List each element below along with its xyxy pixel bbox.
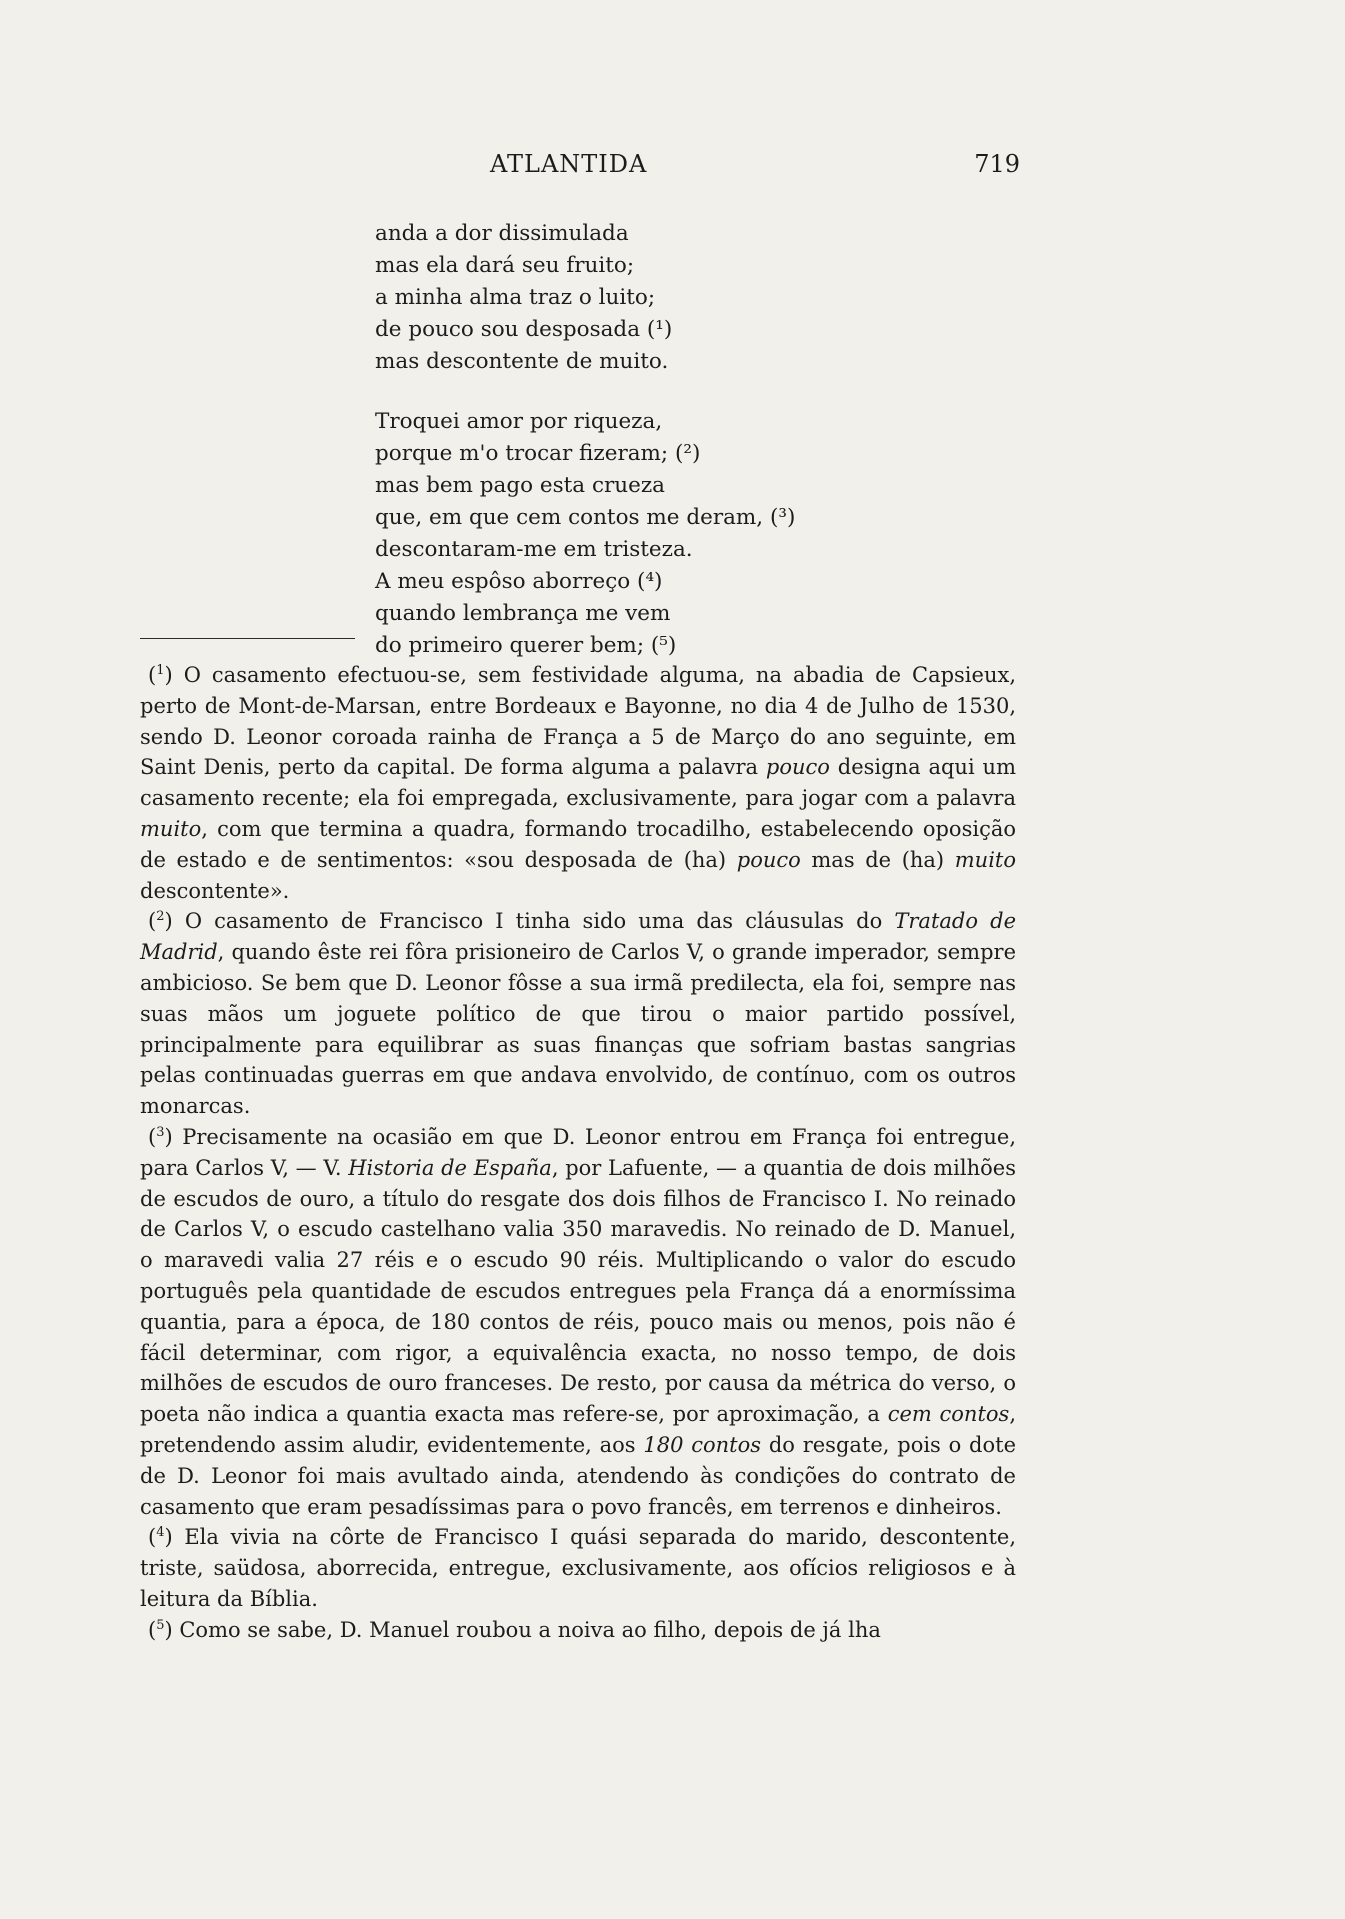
page-number: 719 xyxy=(974,150,1020,178)
poem-line: de pouco sou desposada (¹) xyxy=(375,317,673,342)
poem-line: mas bem pago esta crueza xyxy=(375,473,665,498)
footnote-4: ($^4$) Ela vivia na côrte de Francisco I quási separada do marido, descontente, triste, saüdosa, aborrecida, entregue, exclusivamente, aos ofícios religiosos e à leitura da Bíblia. xyxy=(140,1525,1016,1611)
poem-stanza-1 xyxy=(375,218,795,378)
poem-line: a minha alma traz o luito; xyxy=(375,285,656,310)
poem-line: mas descontente de muito. xyxy=(375,349,669,374)
footnote-marker: 1 xyxy=(156,663,165,678)
footnotes xyxy=(140,660,1016,1646)
poem-line: quando lembrança me vem xyxy=(375,601,671,626)
footnote-3: ($^3$) Precisamente na ocasião em que D. Leonor entrou em França foi entregue, para Carlos V, — V. Historia de España, por Lafuente, — a quantia de dois milhões de escudos de ouro, a título do resgate dos dois filhos de Francisco I. No reinado de Carlos V, o escudo castelhano valia 350 maravedis. No reinado de D. Manuel, o maravedi valia 27 réis e o escudo 90 réis. Multiplicando o valor do escudo português pela quantidade de escudos entregues pela França dá a enormíssima quantia, para a época, de 180 contos de réis, pouco mais ou menos, pois não é fácil determinar, com rigor, a equivalência exacta, no nosso tempo, de dois milhões de escudos de ouro franceses. De resto, por causa da métrica do verso, o poeta não indica a quantia exacta mas refere-se, por aproximação, a cem contos, pretendendo assim aludir, evidentemente, aos 180 contos do resgate, pois o dote de D. Leonor foi mais avultado ainda, atendendo às condições do contrato de casamento que eram pesadíssimas para o povo francês, em terrenos e dinheiros. xyxy=(140,1124,1017,1519)
poem-line: descontaram-me em tristeza. xyxy=(375,537,693,562)
footnote-marker: 4 xyxy=(156,1525,165,1541)
poem xyxy=(375,218,795,662)
footnote-marker: 5 xyxy=(156,1617,165,1633)
poem-line: porque m'o trocar fizeram; (²) xyxy=(375,441,701,466)
running-header xyxy=(140,150,1020,184)
poem-line: A meu espôso aborreço (⁴) xyxy=(375,569,663,594)
running-title: ATLANTIDA xyxy=(490,150,648,178)
poem-stanza-2 xyxy=(375,406,795,662)
footnote-2: ($^2$) O casamento de Francisco I tinha sido uma das cláusulas do Tratado de Madrid, quando êste rei fôra prisioneiro de Carlos V, o grande imperador, sempre ambicioso. Se bem que D. Leonor fôsse a sua irmã predilecta, ela foi, sempre nas suas mãos um joguete político de que tirou o maior partido possível, principalmente para equilibrar as suas finanças que sofriam bastas sangrias pelas continuadas guerras em que andava envolvido, de contínuo, com os outros monarcas. xyxy=(140,909,1017,1119)
footnote-separator xyxy=(140,638,355,639)
poem-line: mas ela dará seu fruito; xyxy=(375,253,635,278)
poem-line: do primeiro querer bem; (⁵) xyxy=(375,633,677,658)
footnote-1: ($^1$) O casamento efectuou-se, sem festividade alguma, na abadia de Capsieux, perto de Mont-de-Marsan, entre Bordeaux e Bayonne, no dia 4 de Julho de 1530, sendo D. Leonor coroada rainha de França a 5 de Março do ano seguinte, em Saint Denis, perto da capital. De forma alguma a palavra pouco designa aqui um casamento recente; ela foi empregada, exclusivamente, para jogar com a palavra muito, com que termina a quadra, formando trocadilho, estabelecendo oposição de estado e de sentimentos: «sou desposada de (ha) pouco mas de (ha) muito descontente». xyxy=(140,663,1016,903)
footnote-marker: 3 xyxy=(156,1124,165,1140)
footnote-5: ($^5$) Como se sabe, D. Manuel roubou a noiva ao filho, depois de já lha xyxy=(148,1617,881,1642)
poem-line: Troquei amor por riqueza, xyxy=(375,409,663,434)
poem-line: anda a dor dissimulada xyxy=(375,221,629,246)
footnote-marker: 2 xyxy=(156,909,165,925)
poem-line: que, em que cem contos me deram, (³) xyxy=(375,505,796,530)
